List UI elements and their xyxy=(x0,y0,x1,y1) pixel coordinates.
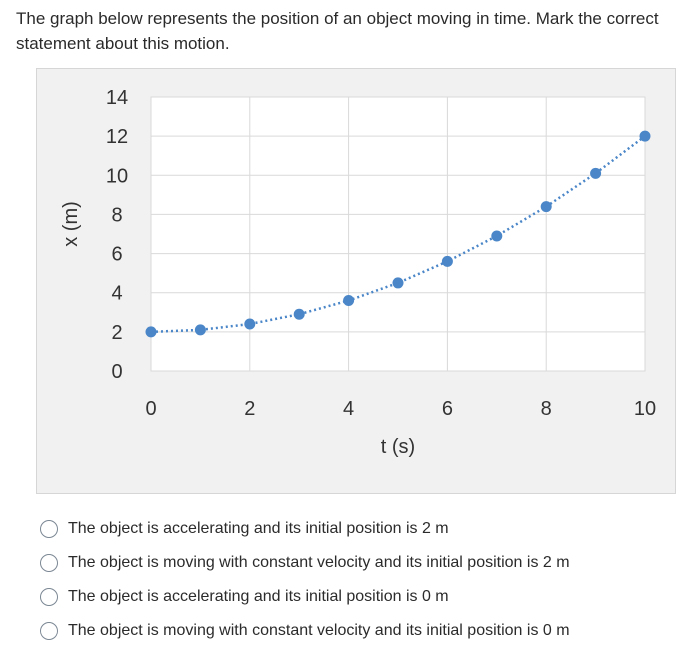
answer-option-label: The object is moving with constant velocity and its initial position is 2 m xyxy=(68,554,570,571)
data-point xyxy=(541,201,552,212)
position-time-chart xyxy=(37,69,677,495)
data-point xyxy=(640,131,651,142)
radio-button[interactable] xyxy=(40,622,58,640)
plot-area xyxy=(151,97,645,371)
answer-option-4[interactable] xyxy=(40,614,680,648)
answer-option-label: The object is accelerating and its initial position is 0 m xyxy=(68,588,449,605)
graph-panel xyxy=(36,68,676,494)
x-tick-label: 4 xyxy=(343,398,355,420)
y-tick-label: 12 xyxy=(105,126,129,149)
y-tick-label: 8 xyxy=(111,204,123,227)
data-point xyxy=(590,168,601,179)
y-tick-label: 10 xyxy=(105,165,129,188)
answer-option-1[interactable] xyxy=(40,512,680,546)
y-tick-label: 4 xyxy=(111,282,123,305)
answer-option-3[interactable] xyxy=(40,580,680,614)
data-point xyxy=(393,277,404,288)
data-point xyxy=(146,326,157,337)
y-tick-label: 14 xyxy=(105,87,129,109)
radio-button[interactable] xyxy=(40,520,58,538)
x-axis-label: t (s) xyxy=(380,436,416,458)
data-point xyxy=(442,256,453,267)
answer-options xyxy=(40,512,680,648)
x-tick-label: 0 xyxy=(145,398,157,420)
question-text: The graph below represents the position of an object moving in time. Mark the correct statement about this motion. xyxy=(16,9,659,53)
answer-option-label: The object is moving with constant velocity and its initial position is 0 m xyxy=(68,622,570,639)
data-point xyxy=(491,230,502,241)
data-point xyxy=(195,324,206,335)
x-tick-label: 6 xyxy=(441,398,453,420)
y-tick-label: 6 xyxy=(111,243,123,266)
data-point xyxy=(244,319,255,330)
answer-option-label: The object is accelerating and its initial position is 2 m xyxy=(68,520,449,537)
radio-button[interactable] xyxy=(40,554,58,572)
y-tick-label: 0 xyxy=(111,361,123,383)
x-tick-label: 10 xyxy=(633,398,657,420)
data-point xyxy=(343,295,354,306)
answer-option-2[interactable] xyxy=(40,546,680,580)
x-tick-label: 8 xyxy=(540,398,552,420)
x-tick-label: 2 xyxy=(244,398,256,420)
data-point xyxy=(294,309,305,320)
y-axis-label: x (m) xyxy=(60,201,82,247)
y-tick-label: 2 xyxy=(111,321,123,344)
radio-button[interactable] xyxy=(40,588,58,606)
